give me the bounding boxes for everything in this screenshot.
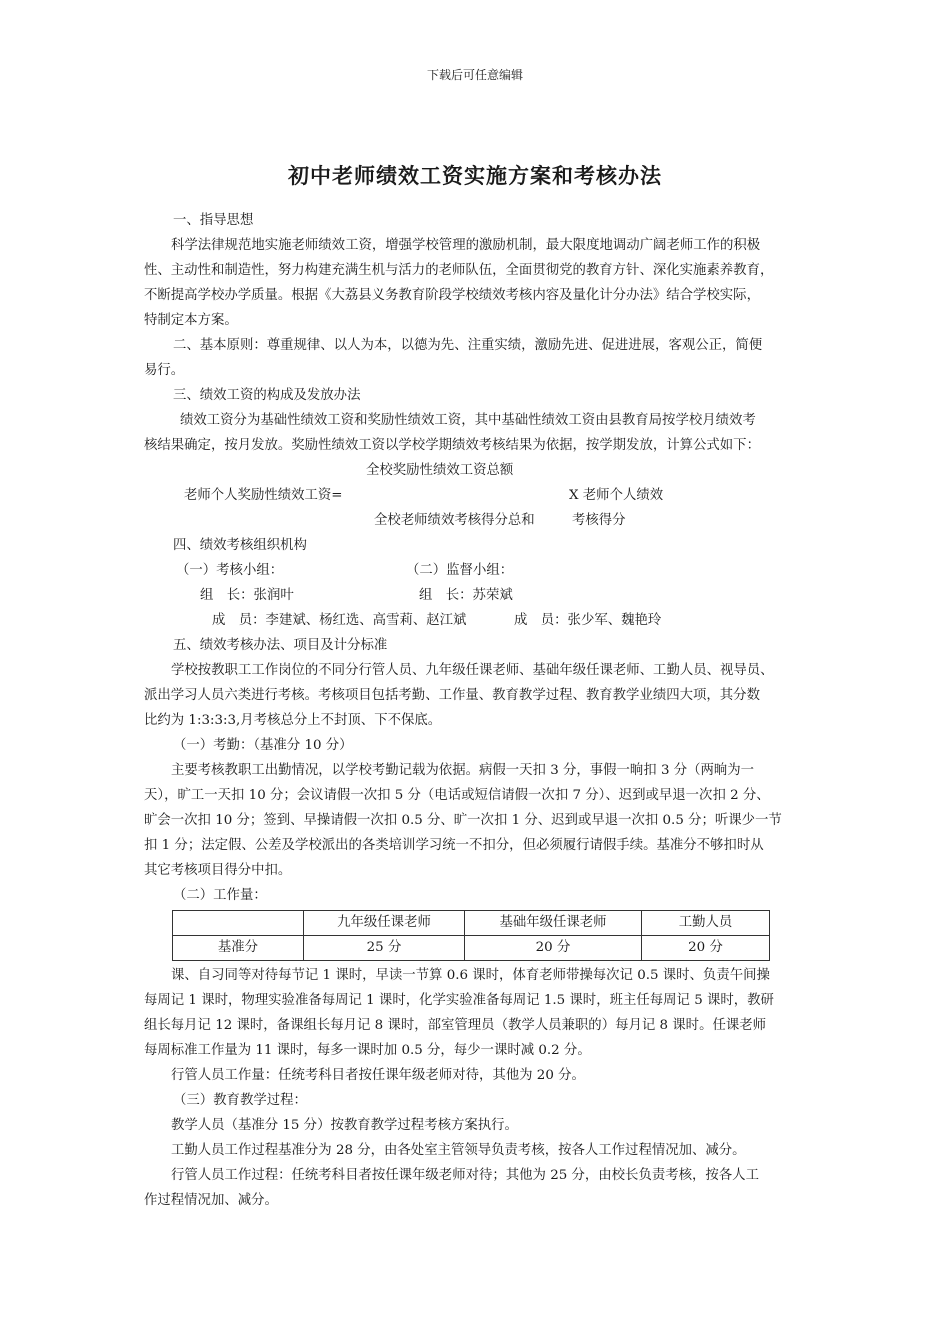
- paragraph-line: 天），旷工一天扣 10 分；会议请假一次扣 5 分（电话或短信请假一次扣 7 分）、迟到或早退一次扣 2 分、: [144, 788, 770, 803]
- formula-right-bottom: 考核得分: [572, 513, 626, 528]
- paragraph-line: 其它考核项目得分中扣。: [144, 863, 292, 878]
- group2-title: （二）监督小组：: [406, 563, 514, 578]
- paragraph-line: 不断提高学校办学质量。根据《大荔县义务教育阶段学校绩效考核内容及量化计分办法》结合学校实际，: [144, 288, 760, 303]
- formula-denominator: 全校老师绩效考核得分总和: [374, 513, 535, 528]
- paragraph-line: 行管人员工作量：任统考科目者按任课年级老师对待，其他为 20 分。: [171, 1068, 585, 1083]
- formula-left: 老师个人奖励性绩效工资=: [184, 488, 343, 503]
- table-cell: 20 分: [465, 936, 642, 961]
- subsection-heading: （二）工作量：: [173, 888, 267, 903]
- paragraph-line: 性、主动性和制造性，努力构建充满生机与活力的老师队伍，全面贯彻党的教育方针、深化实施素养教育，: [144, 263, 774, 278]
- paragraph-line: 派出学习人员六类进行考核。考核项目包括考勤、工作量、教育教学过程、教育教学业绩四大项，其分数: [144, 688, 760, 703]
- salary-formula: [144, 458, 816, 533]
- table-header-cell: 九年级任课老师: [304, 911, 465, 936]
- subsection-heading: （一）考勤：（基准分 10 分）: [173, 738, 353, 753]
- paragraph-line: 每周记 1 课时，物理实验准备每周记 1 课时，化学实验准备每周记 1.5 课时，班主任每周记 5 课时，教研: [144, 993, 774, 1008]
- paragraph-line: 核结果确定，按月发放。奖励性绩效工资以学校学期绩效考核结果为依据，按学期发放，计算公式如下：: [144, 438, 760, 453]
- paragraph-line: 学校按教职工工作岗位的不同分行管人员、九年级任课老师、基础年级任课老师、工勤人员、视导员、: [171, 663, 774, 678]
- table-header-cell: 基础年级任课老师: [465, 911, 642, 936]
- section-heading: 四、绩效考核组织机构: [173, 538, 307, 553]
- table-row-label: 基准分: [173, 936, 304, 961]
- paragraph-line: 主要考核教职工出勤情况，以学校考勤记载为依据。病假一天扣 3 分，事假一晌扣 3 分（两晌为一: [171, 763, 755, 778]
- paragraph-line: 工勤人员工作过程基准分为 28 分，由各处室主管领导负责考核，按各人工作过程情况加、减分。: [171, 1143, 746, 1158]
- group1-leader: 组 长：张润叶: [200, 588, 294, 603]
- subsection-heading: （三）教育教学过程：: [173, 1093, 307, 1108]
- table-header-row: [173, 911, 770, 936]
- section-heading: 三、绩效工资的构成及发放办法: [173, 388, 361, 403]
- paragraph-line: 作过程情况加、减分。: [144, 1193, 278, 1208]
- paragraph-line: 行管人员工作过程：任统考科目者按任课年级老师对待；其他为 25 分，由校长负责考核，按各人工: [171, 1168, 759, 1183]
- group2-leader: 组 长：苏荣斌: [419, 588, 513, 603]
- paragraph-line: 扣 1 分；法定假、公差及学校派出的各类培训学习统一不扣分，但必须履行请假手续。基准分不够扣时从: [144, 838, 764, 853]
- paragraph-line: 绩效工资分为基础性绩效工资和奖励性绩效工资，其中基础性绩效工资由县教育局按学校月绩效考: [180, 413, 756, 428]
- org-structure: [144, 558, 816, 633]
- paragraph-line: 旷会一次扣 10 分；签到、早操请假一次扣 0.5 分、旷一次扣 1 分、迟到或早退一次扣 0.5 分；听课少一节: [144, 813, 782, 828]
- paragraph-line: 组长每月记 12 课时，备课组长每月记 8 课时，部室管理员（教学人员兼职的）每月记 8 课时。任课老师: [144, 1018, 767, 1033]
- paragraph-line: 每周标准工作量为 11 课时，每多一课时加 0.5 分，每少一课时减 0.2 分。: [144, 1043, 591, 1058]
- table-row: [173, 936, 770, 961]
- table-cell: 25 分: [304, 936, 465, 961]
- paragraph-line: 科学法律规范地实施老师绩效工资，增强学校管理的激励机制，最大限度地调动广阔老师工作的积极: [171, 238, 761, 253]
- table-cell: 20 分: [642, 936, 770, 961]
- table-header-cell: 工勤人员: [642, 911, 770, 936]
- document-title: 初中老师绩效工资实施方案和考核办法: [288, 163, 662, 188]
- section-heading: 一、指导思想: [173, 213, 254, 228]
- paragraph-line: 特制定本方案。: [144, 313, 238, 328]
- group2-members: 成 员：张少军、魏艳玲: [514, 613, 662, 628]
- header-note: 下载后可任意编辑: [426, 68, 523, 82]
- formula-numerator: 全校奖励性绩效工资总额: [366, 463, 514, 478]
- group1-members: 成 员：李建斌、杨红选、高雪莉、赵江斌: [212, 613, 467, 628]
- document-body: [144, 208, 816, 1213]
- workload-table: [172, 910, 770, 961]
- paragraph-line: 易行。: [144, 363, 185, 378]
- formula-right-top: X 老师个人绩效: [569, 488, 664, 503]
- table-header-cell: [173, 911, 304, 936]
- paragraph-line: 二、基本原则：尊重规律、以人为本，以德为先、注重实绩，激励先进、促进进展，客观公正，简便: [173, 338, 763, 353]
- paragraph-line: 课、自习同等对待每节记 1 课时，早读一节算 0.6 课时，体育老师带操每次记 0.5 课时、负责午间操: [171, 968, 770, 983]
- group1-title: （一）考核小组：: [176, 563, 284, 578]
- paragraph-line: 教学人员（基准分 15 分）按教育教学过程考核方案执行。: [171, 1118, 518, 1133]
- section-heading: 五、绩效考核办法、项目及计分标准: [173, 638, 388, 653]
- paragraph-line: 比约为 1:3:3:3,月考核总分上不封顶、下不保底。: [144, 713, 442, 728]
